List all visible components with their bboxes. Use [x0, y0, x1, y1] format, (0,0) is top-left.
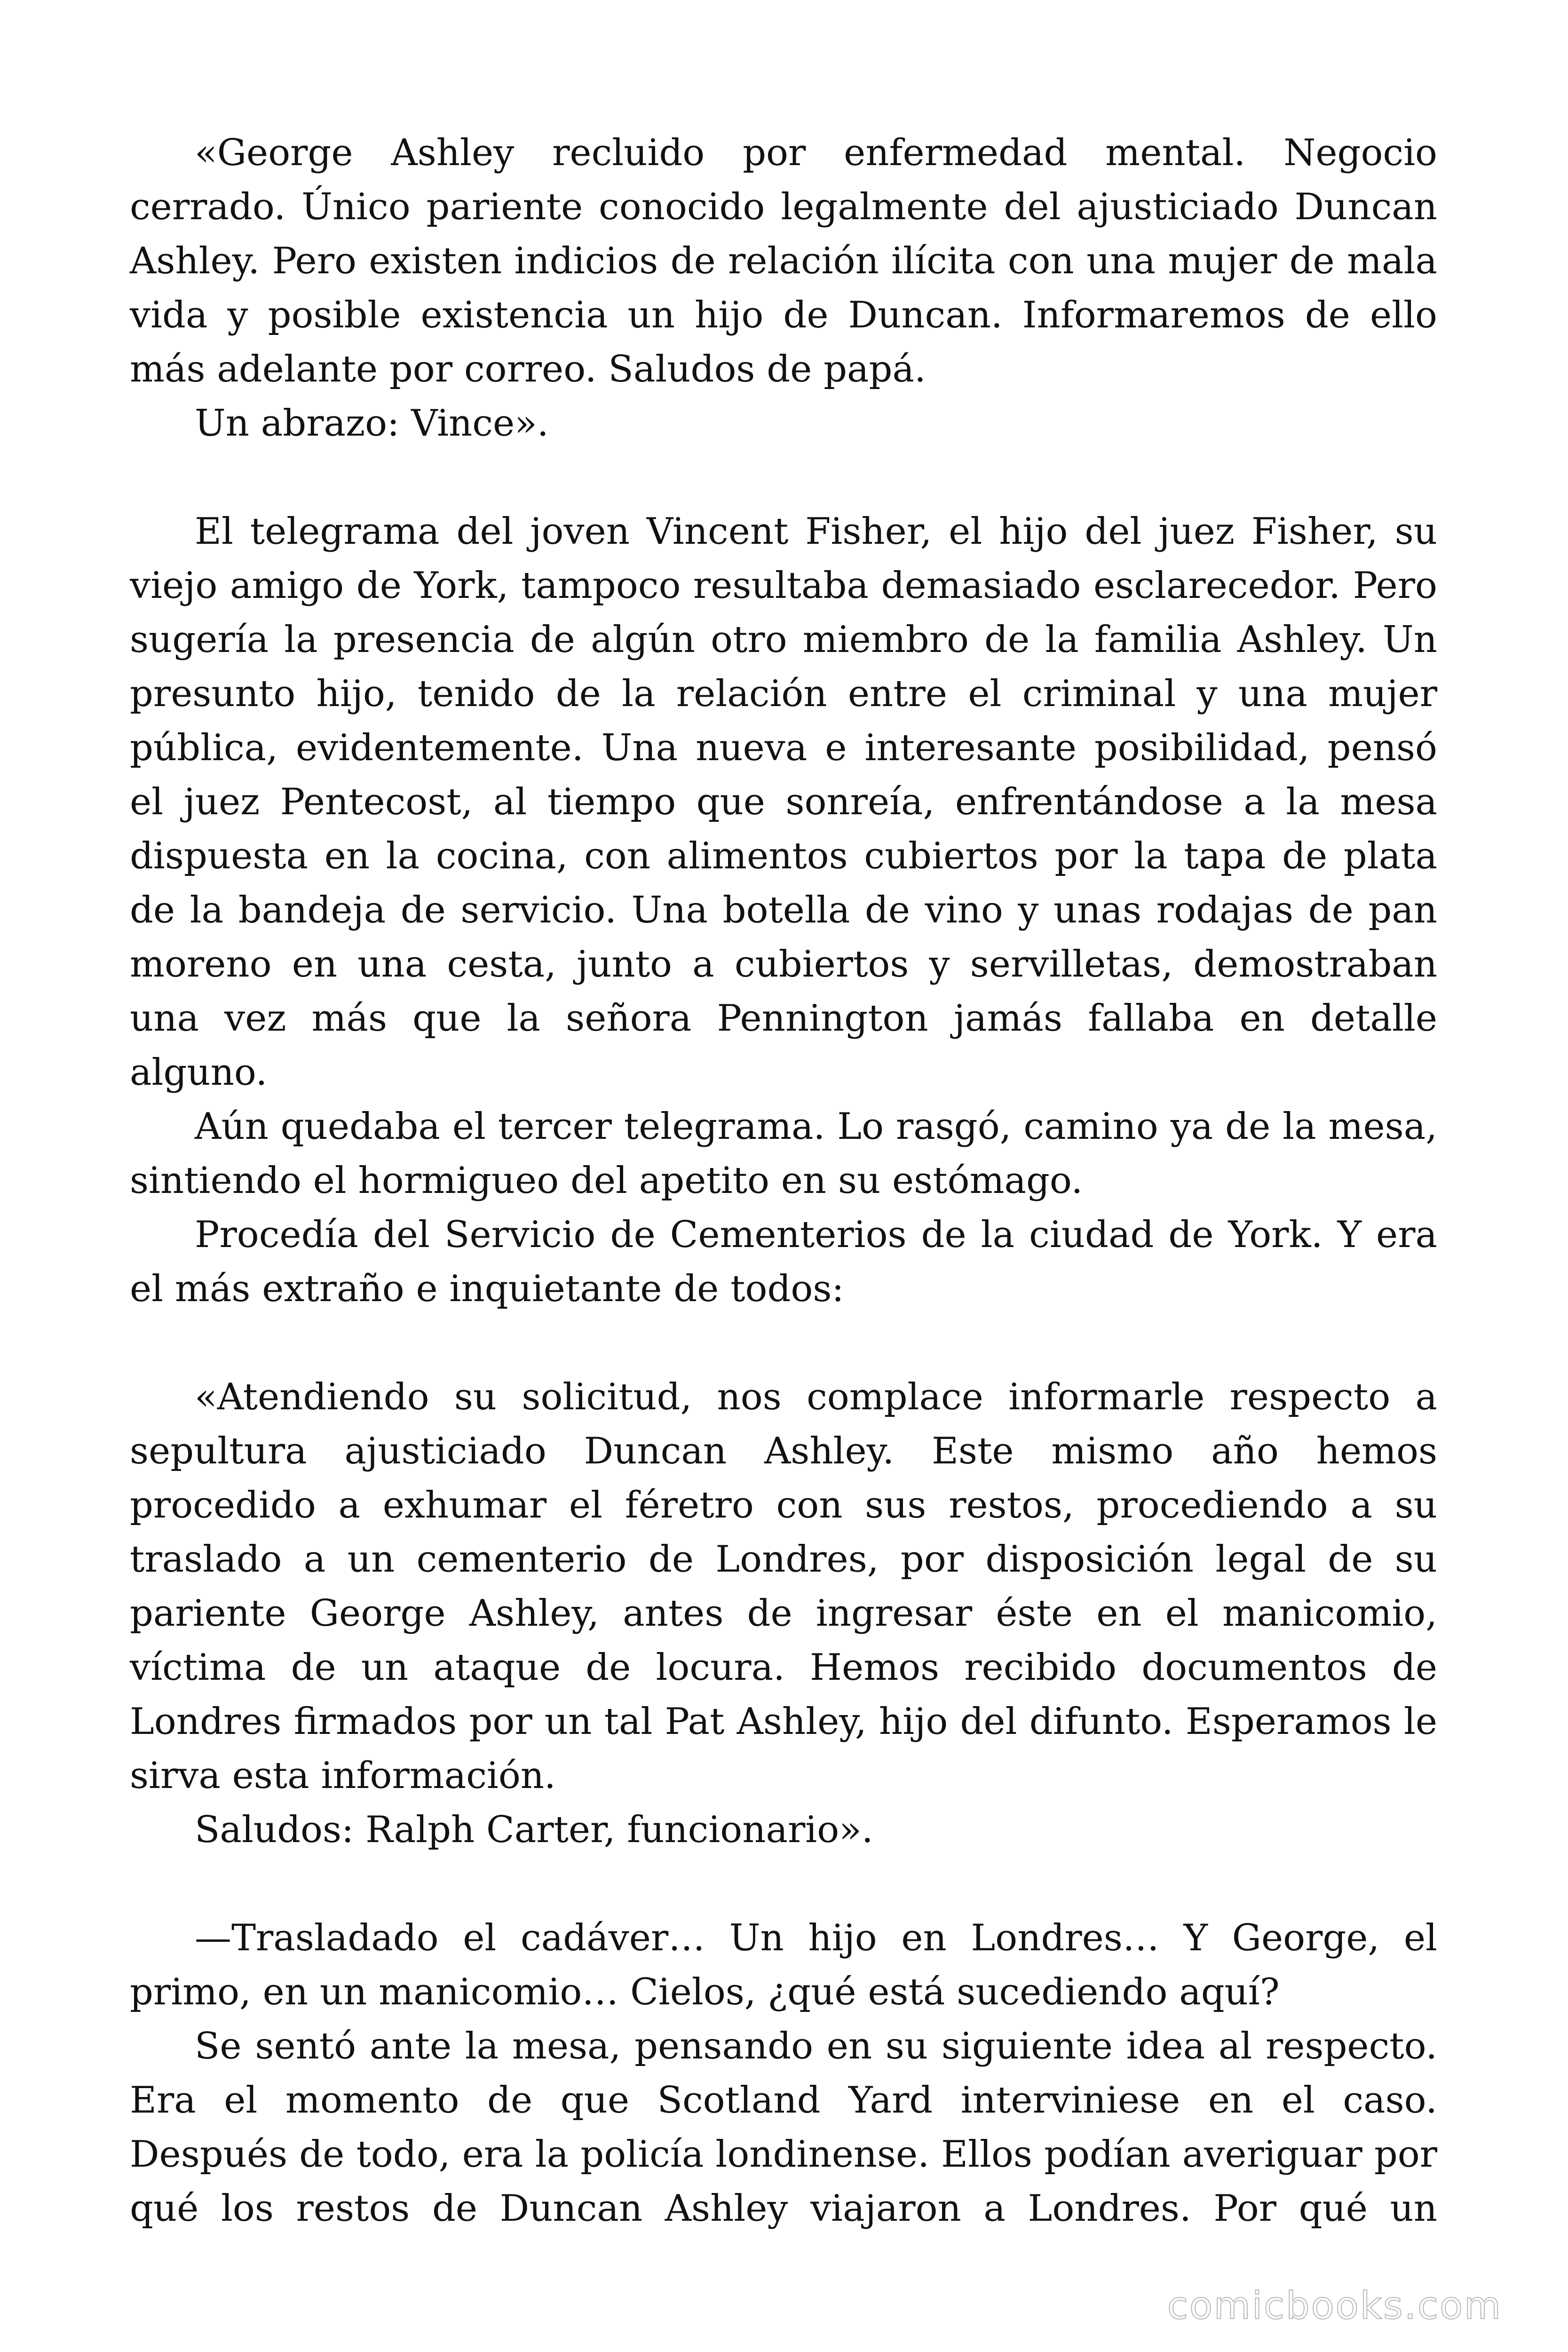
body-paragraph: Se sentó ante la mesa, pensando en su siguiente idea al respecto. Era el momento de que Scotland Yard interviniese en el caso. Después de todo, era la policía londinense. Ellos podían averiguar por qué los restos de Duncan Ashley viajaron a Londres. Por qué un [130, 2025, 1437, 2230]
telegram-paragraph: «Atendiendo su solicitud, nos complace informarle respecto a sepultura ajusticiado Duncan Ashley. Este mismo año hemos procedido a exhumar el féretro con sus restos, procediendo a su traslado a un cementerio de Londres, por disposición legal de su pariente George Ashley, antes de ingresar éste en el manicomio, víctima de un ataque de locura. Hemos recibido documentos de Londres firmados por un tal Pat Ashley, hijo del difunto. Esperamos le sirva esta información. [130, 1376, 1437, 1797]
telegram-signature: Un abrazo: Vince». [195, 402, 549, 445]
dialogue-paragraph: —Trasladado el cadáver… Un hijo en Londres… Y George, el primo, en un manicomio… Cielos, ¿qué está sucediendo aquí? [130, 1917, 1437, 2013]
body-paragraph: Aún quedaba el tercer telegrama. Lo rasgó, camino ya de la mesa, sintiendo el hormigueo del apetito en su estómago. [130, 1105, 1437, 1202]
telegram-paragraph: «George Ashley recluido por enfermedad mental. Negocio cerrado. Único pariente conocido legalmente del ajusticiado Duncan Ashley. Pero existen indicios de relación ilícita con una mujer de mala vida y posible existencia un hijo de Duncan. Informaremos de ello más adelante por correo. Saludos de papá. [130, 132, 1437, 390]
section-spacer [130, 451, 1437, 505]
body-paragraph: El telegrama del joven Vincent Fisher, el hijo del juez Fisher, su viejo amigo de York, tampoco resultaba demasiado esclarecedor. Pero sugería la presencia de algún otro miembro de la familia Ashley. Un presunto hijo, tenido de la relación entre el criminal y una mujer pública, evidentemente. Una nueva e interesante posibilidad, pensó el juez Pentecost, al tiempo que sonreía, enfrentándose a la mesa dispuesta en la cocina, con alimentos cubiertos por la tapa de plata de la bandeja de servicio. Una botella de vino y unas rodajas de pan moreno en una cesta, junto a cubiertos y servilletas, demostraban una vez más que la señora Pennington jamás fallaba en detalle alguno. [130, 510, 1437, 1094]
site-watermark: comicbooks.com [1167, 2284, 1502, 2328]
section-spacer [130, 1857, 1437, 1911]
book-page-text [130, 126, 1437, 2236]
body-paragraph: Procedía del Servicio de Cementerios de la ciudad de York. Y era el más extraño e inquietante de todos: [130, 1214, 1437, 1310]
telegram-signature: Saludos: Ralph Carter, funcionario». [195, 1809, 873, 1851]
section-spacer [130, 1316, 1437, 1370]
